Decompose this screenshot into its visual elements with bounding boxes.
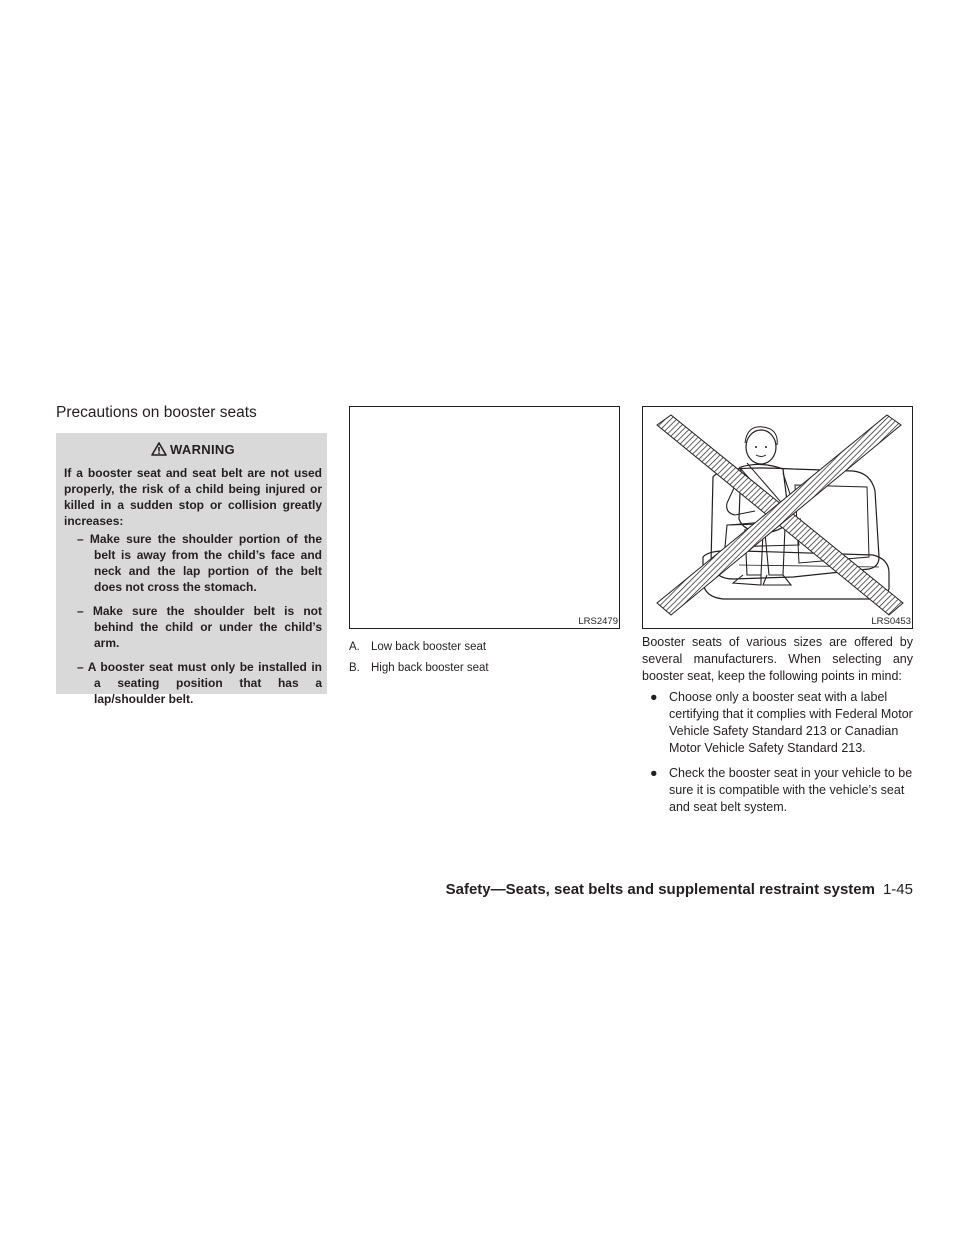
warning-heading bbox=[64, 437, 322, 461]
warning-item: – Make sure the shoulder portion of the belt is away from the child’s face and neck and the lap portion of the belt does not cross the stomach. bbox=[77, 532, 322, 594]
warning-list bbox=[64, 531, 322, 707]
bullet-text: Choose only a booster seat with a label certifying that it complies with Federal Motor Vehicle Safety Standard 213 or Canadian Motor Vehicle Safety Standard 213. bbox=[669, 690, 913, 755]
warning-heading-text: WARNING bbox=[170, 441, 235, 457]
figure-code: LRS0453 bbox=[871, 616, 911, 627]
warning-box bbox=[56, 433, 327, 706]
page-number: 1-45 bbox=[882, 881, 913, 898]
figure-caption-b bbox=[349, 662, 489, 674]
warning-intro: If a booster seat and seat belt are not used properly, the risk of a child being injured or killed in a sudden stop or collision greatly increases: bbox=[64, 466, 322, 528]
child-on-seat-illustration bbox=[643, 407, 912, 628]
bullet-icon: ● bbox=[650, 690, 658, 704]
bullet-icon: ● bbox=[650, 766, 658, 780]
page-footer bbox=[446, 881, 913, 898]
caption-text: High back booster seat bbox=[371, 662, 489, 674]
section-title: Precautions on booster seats bbox=[56, 404, 257, 421]
figure-booster-seats bbox=[349, 406, 620, 629]
caption-letter: B. bbox=[349, 662, 360, 674]
bullet-item bbox=[642, 689, 913, 757]
footer-section-title: Safety—Seats, seat belts and supplemental restraint system bbox=[445, 881, 875, 898]
body-paragraph: Booster seats of various sizes are offered by several manufacturers. When selecting any booster seat, keep the following points in mind: bbox=[642, 635, 913, 683]
warning-item: – A booster seat must only be installed in a seating position that has a lap/shoulder belt. bbox=[77, 660, 322, 706]
bullet-text: Check the booster seat in your vehicle to be sure it is compatible with the vehicle’s seat and seat belt system. bbox=[669, 766, 913, 814]
warning-triangle-icon bbox=[151, 442, 167, 456]
warning-item: – Make sure the shoulder belt is not behind the child or under the child’s arm. bbox=[77, 604, 322, 650]
bullet-item bbox=[642, 765, 913, 816]
booster-selection-text bbox=[642, 634, 913, 816]
caption-text: Low back booster seat bbox=[371, 641, 487, 653]
figure-caption-a bbox=[349, 641, 486, 653]
figure-code: LRS2479 bbox=[578, 616, 618, 627]
figure-incorrect-booster-use bbox=[642, 406, 913, 629]
caption-letter: A. bbox=[349, 641, 360, 653]
